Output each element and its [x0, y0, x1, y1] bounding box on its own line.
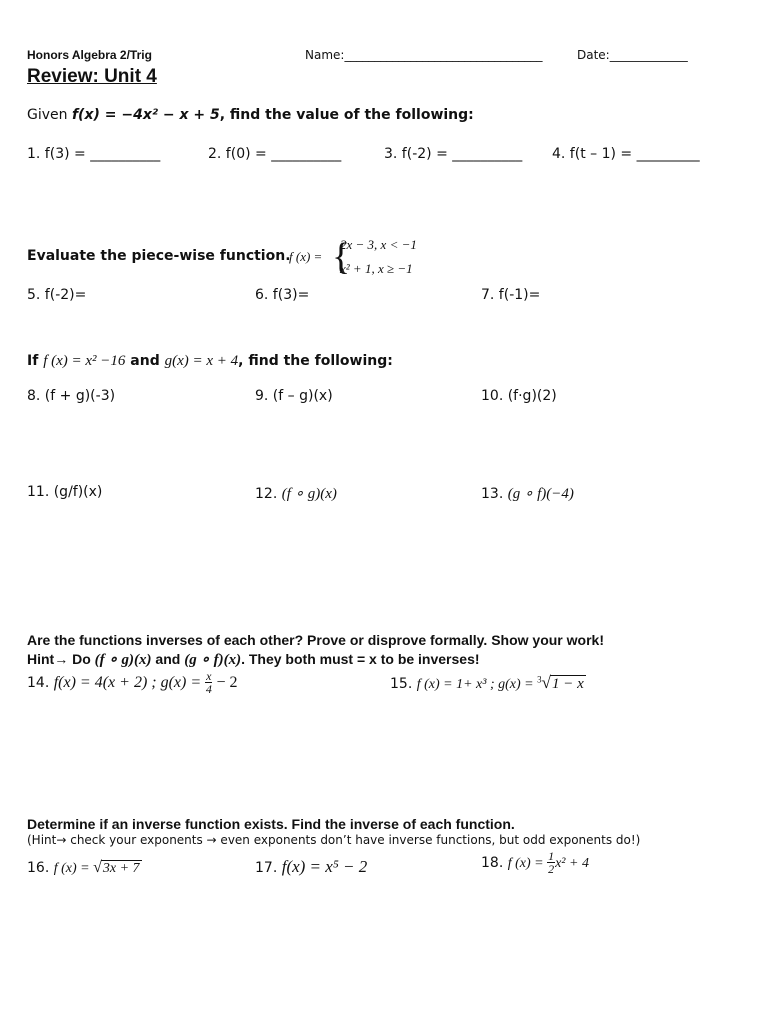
- question-18-fraction: [547, 850, 555, 876]
- question-16-number: 16.: [27, 860, 54, 876]
- name-field[interactable]: Name:_________________________________: [305, 48, 543, 62]
- question-18-expression: f (x) =: [507, 856, 548, 871]
- inverse-exists-hint: (Hint→ check your exponents → even exponents don’t have inverse functions, but odd exponents do!): [27, 833, 641, 847]
- page-title: Review: Unit 4: [27, 66, 157, 87]
- date-field[interactable]: Date:_____________: [577, 48, 688, 62]
- fraction-numerator: x: [206, 669, 212, 683]
- and-word: and: [125, 353, 165, 369]
- hint-expression-1: (f ∘ g)(x): [94, 652, 152, 668]
- question-5: 5. f(-2)=: [27, 287, 87, 303]
- piecewise-case-1: 2x − 3, x < −1: [340, 237, 417, 252]
- question-17: [255, 857, 367, 877]
- question-15: 15. f (x) = 1+ x³ ; g(x) = $^3$√1 − x: [390, 673, 584, 692]
- question-1: 1. f(3) = __________: [27, 146, 161, 162]
- fraction-numerator: 1: [548, 849, 555, 863]
- piecewise-case-2: x² + 1, x ≥ −1: [340, 261, 413, 276]
- inverse-hint: [27, 650, 480, 669]
- question-18: [481, 850, 589, 876]
- section3-prompt: [27, 353, 393, 370]
- question-10: 10. (f·g)(2): [481, 388, 557, 404]
- fraction-denominator: 2: [548, 862, 555, 876]
- hint-expression-2: (g ∘ f)(x): [184, 652, 242, 668]
- question-11: 11. (g/f)(x): [27, 484, 103, 500]
- piecewise-prompt: Evaluate the piece-wise function.: [27, 248, 291, 264]
- question-13: [481, 484, 574, 503]
- section1-prompt: [27, 107, 474, 123]
- prompt-end: , find the following:: [238, 353, 393, 369]
- fraction-denominator: 4: [205, 682, 212, 696]
- question-12-number: 12.: [255, 486, 282, 502]
- f-definition: f (x) = x² −16: [43, 353, 126, 369]
- g-definition: g(x) = x + 4: [164, 353, 239, 369]
- question-3: 3. f(-2) = __________: [384, 146, 523, 162]
- question-15-expression: f (x) = 1+ x³ ; g(x) =: [416, 677, 538, 692]
- root-index: 3: [537, 674, 542, 685]
- question-16: 16. f (x) = √3x + 7: [27, 859, 140, 876]
- piecewise-fx: f (x) =: [289, 249, 323, 264]
- question-14-number: 14.: [27, 675, 54, 691]
- question-17-number: 17.: [255, 860, 282, 876]
- question-15-number: 15.: [390, 676, 417, 692]
- question-2: 2. f(0) = __________: [208, 146, 342, 162]
- question-9: 9. (f – g)(x): [255, 388, 333, 404]
- hint-and: and: [151, 651, 185, 667]
- inverse-exists-prompt: Determine if an inverse function exists. Find the inverse of each function.: [27, 816, 515, 832]
- question-6: 6. f(3)=: [255, 287, 310, 303]
- question-8: 8. (f + g)(-3): [27, 388, 116, 404]
- question-14-tail: − 2: [212, 674, 238, 691]
- question-4: 4. f(t – 1) = _________: [552, 146, 700, 162]
- inverse-prompt: Are the functions inverses of each other? Prove or disprove formally. Show your work!: [27, 632, 604, 648]
- prompt-end: , find the value of the following:: [219, 107, 474, 123]
- question-18-number: 18.: [481, 855, 508, 871]
- prompt-start: Given: [27, 107, 72, 123]
- if-word: If: [27, 353, 44, 369]
- question-12-expression: (f ∘ g)(x): [281, 486, 337, 502]
- question-16-radicand: 3x + 7: [102, 861, 140, 876]
- question-15-radicand: 1 − x: [551, 676, 584, 692]
- course-name: Honors Algebra 2/Trig: [27, 48, 152, 62]
- question-12: [255, 484, 337, 503]
- question-7: 7. f(-1)=: [481, 287, 541, 303]
- piecewise-brace: {: [332, 236, 351, 278]
- question-14-expression: f(x) = 4(x + 2) ; g(x) =: [53, 674, 206, 691]
- question-17-expression: f(x) = x⁵ − 2: [281, 857, 368, 876]
- hint-end: . They both must = x to be inverses!: [241, 651, 480, 667]
- function-definition: f(x) = −4x² − x + 5: [71, 107, 220, 123]
- question-13-number: 13.: [481, 486, 508, 502]
- hint-prefix: Hint→ Do: [27, 651, 95, 667]
- question-13-expression: (g ∘ f)(−4): [507, 486, 574, 502]
- question-16-expression: f (x) =: [53, 861, 94, 876]
- question-18-tail: x² + 4: [555, 856, 589, 871]
- question-14: [27, 670, 238, 696]
